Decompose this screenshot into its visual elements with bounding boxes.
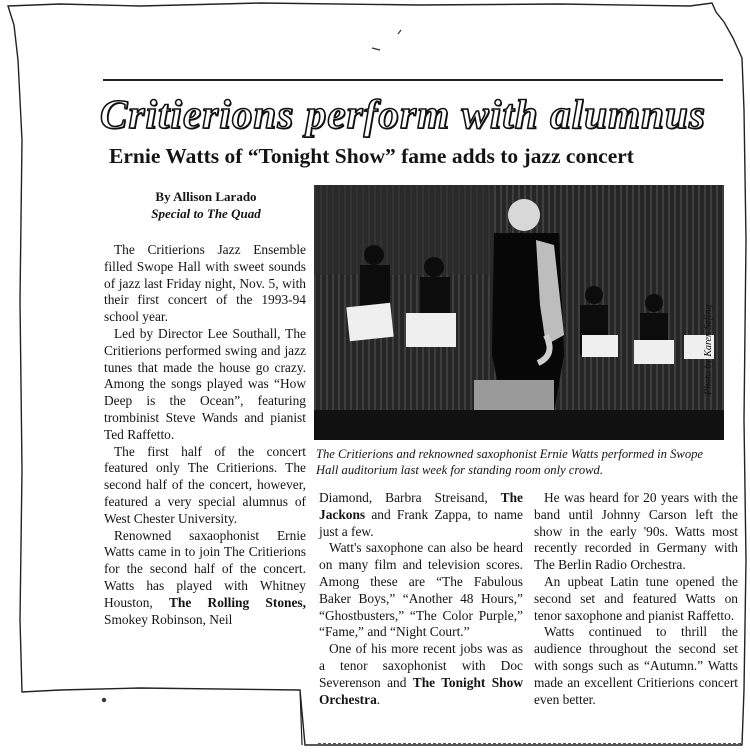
band-name-bold: The Tonight Show Orchestra (319, 674, 523, 707)
band-name-bold: The Rolling Stones, (168, 594, 306, 610)
text-run: Renowned saxaophonist Ernie Watts came in to join The Critierions for the second half of the concert. Watts has played with Whitney Houston, (104, 527, 306, 610)
paragraph (319, 490, 523, 540)
byline-author: By Allison Larado (155, 189, 257, 204)
text-run: Diamond, Barbra Streisand, (319, 490, 488, 505)
headline: Critierions perform with alumnus (100, 91, 706, 137)
paragraph (104, 528, 306, 629)
band-name-bold: The Jackons (319, 490, 523, 522)
paragraph: The Critierions Jazz Ensemble filled Swope Hall with sweet sounds of jazz last Friday night, Nov. 5, with their first concert of the 1993-94 school year. (104, 242, 306, 325)
paragraph: Watts continued to thrill the audience throughout the second set with songs such as “Autumn.” Watts made an excellent Critierions concert even better. (534, 624, 738, 707)
text-run: . (376, 691, 381, 707)
photo-caption: The Critierions and reknowned saxophonist Ernie Watts performed in Swope Hall auditorium last week for standing room only crowd. (316, 447, 704, 477)
paragraph: The first half of the concert featured only The Critierions. The second half of the concert, however, featured a very special alumnus of West Chester University. (104, 443, 306, 526)
paragraph: Led by Director Lee Southall, The Critierions performed swing and jazz tunes that made the house go crazy. Among the songs played was “How Deep is the Ocean”, featuring trombinist Steve Wands and pianist Ted Raffetto. (104, 325, 306, 442)
paragraph (319, 641, 523, 708)
byline-role: Special to The Quad (151, 206, 261, 221)
text-run: and Frank Zappa, to name just a few. (319, 506, 523, 539)
text-run: One of his more recent jobs was as a tenor saxophonist with Doc Severenson and (319, 641, 523, 690)
photo-credit: Photo by Karen Sefing (703, 304, 714, 396)
text-run: Smokey Robinson, Neil (104, 611, 233, 627)
article-column-3 (534, 490, 738, 708)
top-rule (103, 79, 723, 81)
paragraph: Watt's saxophone can also be heard on many film and television scores. Among these are “The Fabulous Baker Boys,” “Another 48 Hours,” “Ghostbusters,” “The Color Purple,” “Fame,” and “Night Court.” (319, 540, 523, 640)
paragraph: He was heard for 20 years with the band until Johnny Carson left the show in the early '90s. Watts most recently recorded in Germany with The Berlin Radio Orchestra. (534, 490, 738, 573)
article-column-2 (319, 490, 523, 708)
subheadline: Ernie Watts of “Tonight Show” fame adds to jazz concert (109, 144, 634, 168)
concert-photo (314, 185, 724, 440)
article-column-1 (104, 242, 306, 628)
byline (106, 188, 306, 222)
paragraph: An upbeat Latin tune opened the second set and featured Watts on tenor saxophone and pianist Raffetto. (534, 573, 738, 623)
